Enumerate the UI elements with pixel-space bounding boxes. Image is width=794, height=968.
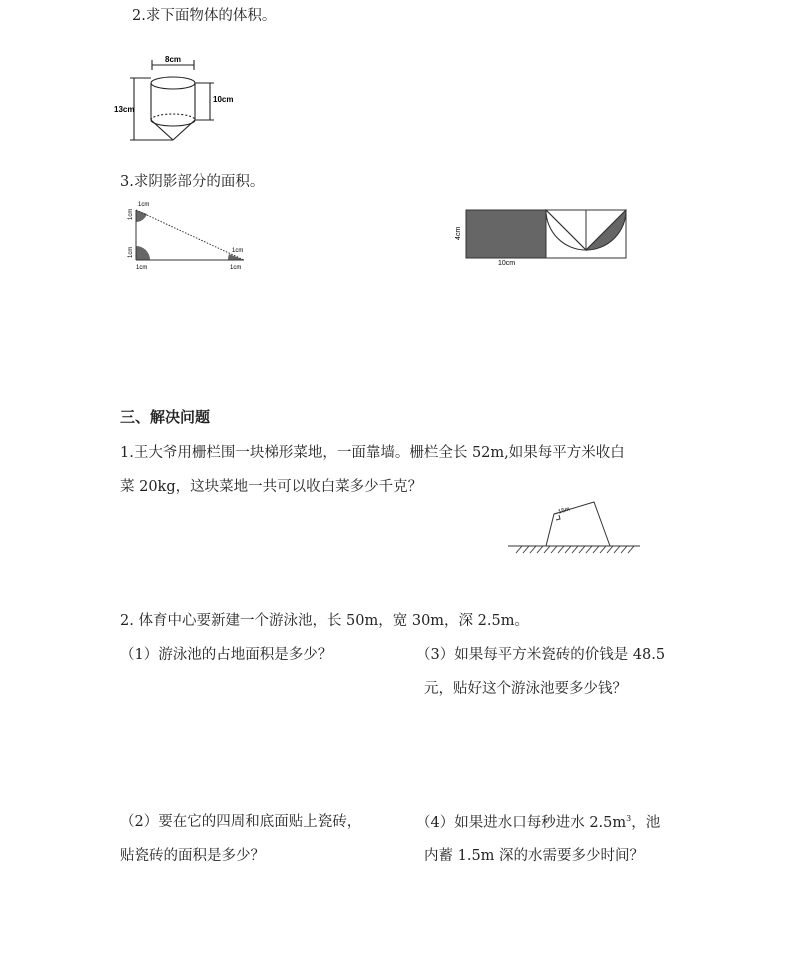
sub-question-4-line2: 内蓄 1.5m 深的水需要多少时间？ — [424, 848, 645, 864]
q3-title: 3.求阴影部分的面积。 — [120, 174, 265, 190]
cylinder-cone-figure — [110, 50, 234, 145]
tri-label-6: 1cm — [230, 265, 242, 271]
triangle-shaded-figure — [124, 202, 254, 274]
tri-label-3: 1cm — [128, 246, 134, 258]
section-heading: 三、解决问题 — [120, 408, 211, 426]
trapezoid-wall-figure — [508, 498, 643, 556]
tri-label-5: 1cm — [232, 248, 244, 254]
q2-top-label: 8cm — [165, 55, 182, 64]
p1-line2: 菜 20kg，这块菜地一共可以收白菜多少千克？ — [120, 479, 423, 495]
p1-line1: 1.王大爷用栅栏围一块梯形菜地，一面靠墙。栅栏全长 52m,如果每平方米收白 — [120, 445, 625, 461]
rectangle-semicircle-figure — [448, 202, 638, 272]
p2-intro: 2. 体育中心要新建一个游泳池，长 50m，宽 30m，深 2.5m。 — [120, 613, 529, 629]
rect-height-label: 4cm — [455, 226, 462, 240]
sub-question-1: （1）游泳池的占地面积是多少？ — [120, 647, 333, 663]
trapezoid-label: 15m — [557, 506, 571, 516]
q2-left-label: 13cm — [114, 105, 135, 114]
sub-question-3-line2: 元，贴好这个游泳池要多少钱？ — [424, 681, 627, 697]
q2-title: 2.求下面物体的体积。 — [132, 8, 277, 24]
sub-question-4-line1: （4）如果进水口每秒进水 $2.5m^3$，池 — [416, 814, 661, 831]
rect-width-label: 10cm — [498, 260, 516, 267]
q2-right-label: 10cm — [213, 95, 234, 104]
tri-label-4: 1cm — [136, 265, 148, 271]
sub-question-3-line1: （3）如果每平方米瓷砖的价钱是 48.5 — [416, 647, 666, 663]
tri-label-1: 1cm — [128, 208, 134, 220]
tri-label-2: 1cm — [138, 202, 150, 208]
sub-question-2-line1: （2）要在它的四周和底面贴上瓷砖， — [120, 814, 362, 830]
sub-question-2-line2: 贴瓷砖的面积是多少？ — [120, 848, 265, 864]
